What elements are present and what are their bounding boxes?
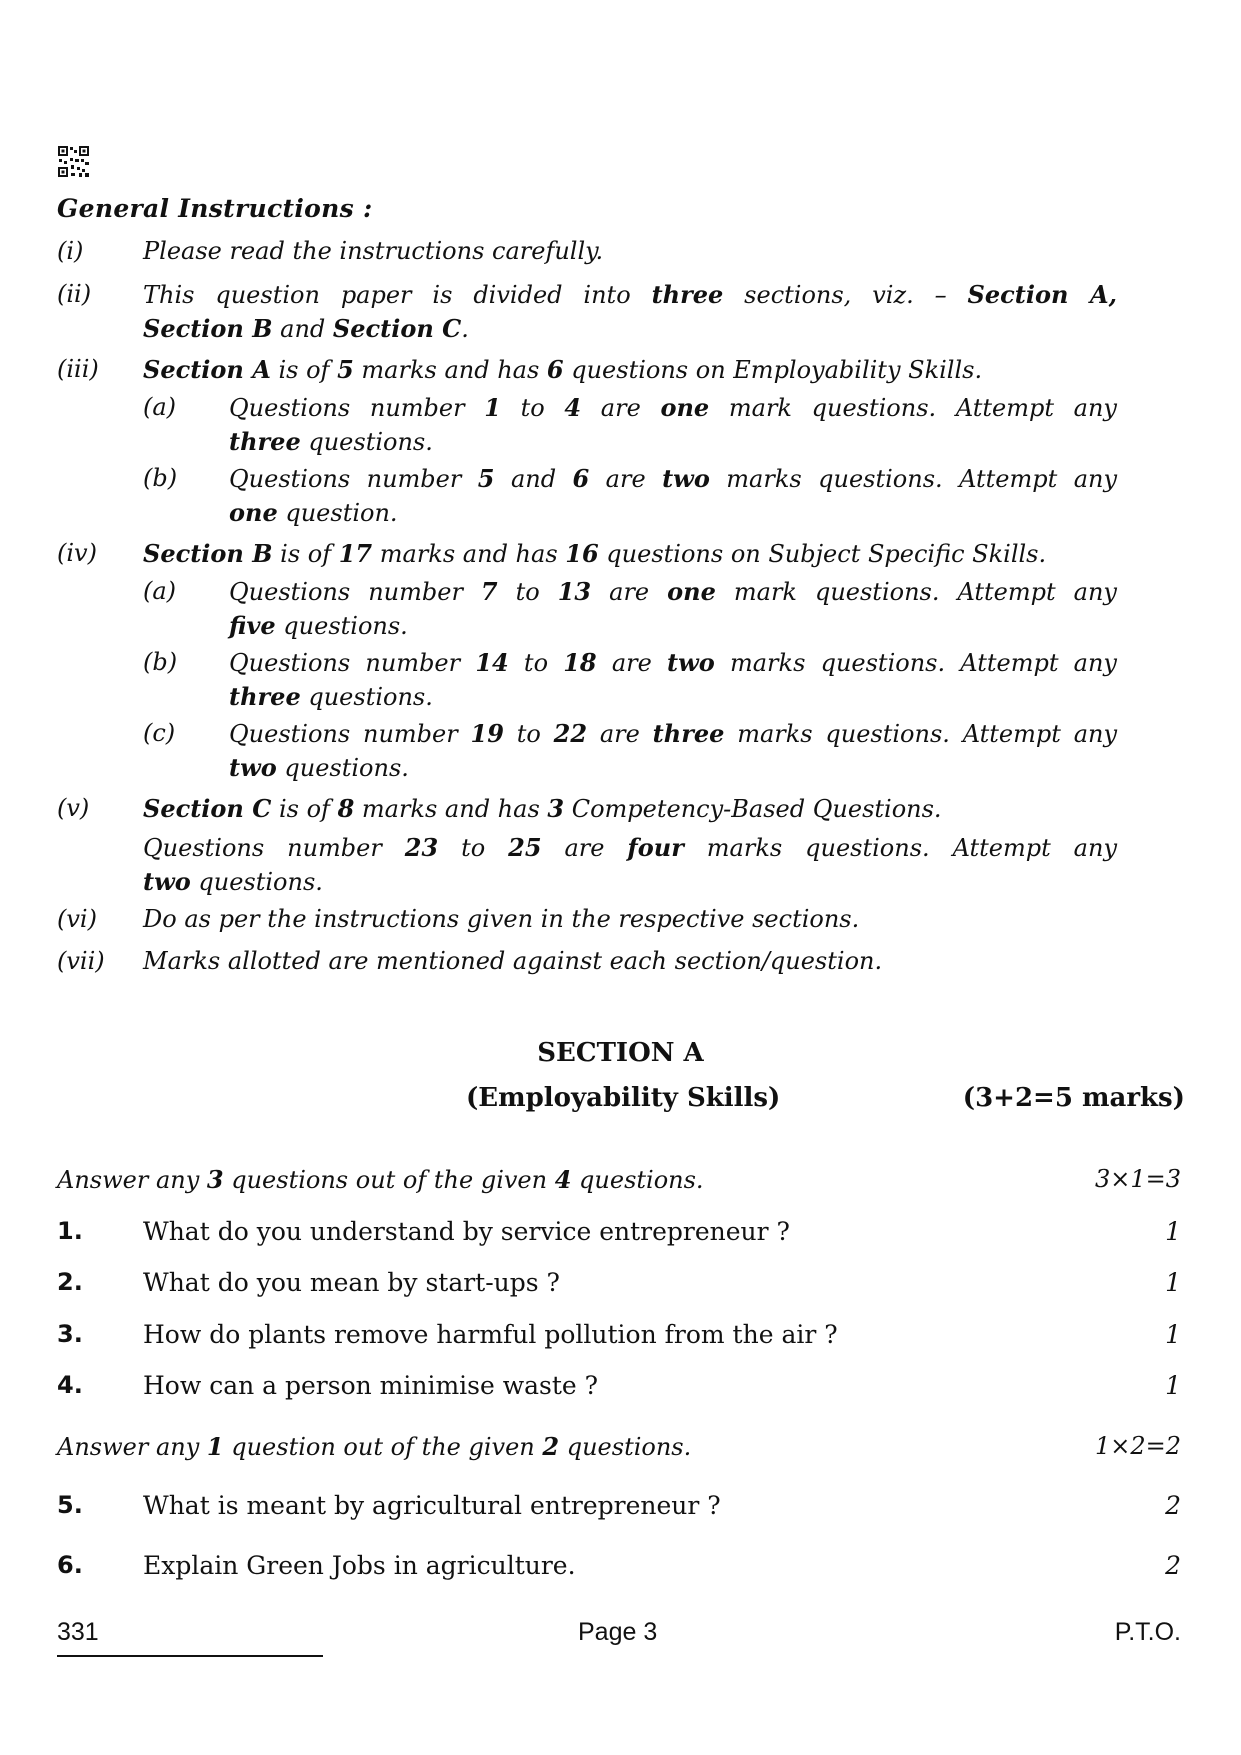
- answer-instruction-marks: 3×1=3: [1094, 1165, 1181, 1193]
- instruction-number: (iv): [57, 539, 97, 567]
- question-marks: 1: [1165, 1371, 1181, 1400]
- footer-underline: [57, 1655, 323, 1657]
- question-item: [57, 1217, 1181, 1249]
- instruction-number: (iii): [57, 355, 99, 383]
- question-item: [57, 1371, 1181, 1403]
- question-text: What is meant by agricultural entrepreneur ?: [143, 1491, 721, 1520]
- answer-instruction-2: Answer any 1 question out of the given 2 questions. 1×2=2: [57, 1432, 1181, 1461]
- instruction-iii-b: (b) Questions number 5 and 6 are two marks questions. Attempt any one question.: [143, 464, 1118, 527]
- instruction-iii-a: (a) Questions number 1 to 4 are one mark questions. Attempt any three questions.: [143, 393, 1117, 456]
- question-text: How do plants remove harmful pollution from the air ?: [143, 1320, 838, 1349]
- paper-code: 331: [57, 1618, 99, 1646]
- pto-label: P.T.O.: [1114, 1618, 1181, 1646]
- question-number: 3.: [57, 1320, 83, 1348]
- instruction-iv-b: (b) Questions number 14 to 18 are two marks questions. Attempt any three questions.: [143, 648, 1117, 711]
- question-number: 6.: [57, 1551, 83, 1579]
- section-title: SECTION A: [537, 1038, 704, 1068]
- section-subtitle: (Employability Skills): [466, 1083, 781, 1113]
- question-item: [57, 1551, 1181, 1583]
- page-number: Page 3: [578, 1618, 658, 1646]
- instruction-number: (vi): [57, 905, 97, 933]
- instruction-number: (v): [57, 794, 90, 822]
- question-item: [57, 1268, 1181, 1300]
- question-marks: 1: [1165, 1217, 1181, 1246]
- instruction-vii: [57, 945, 1117, 978]
- instruction-number: (ii): [57, 280, 92, 308]
- instruction-text: Please read the instructions carefully.: [143, 237, 604, 265]
- instruction-ii: [57, 278, 1117, 344]
- general-instructions-title: General Instructions :: [57, 194, 373, 223]
- question-text: What do you mean by start-ups ?: [143, 1268, 560, 1297]
- instruction-iii: [57, 353, 1117, 386]
- section-marks: (3+2=5 marks): [962, 1083, 1185, 1113]
- instruction-iv: [57, 537, 1117, 570]
- question-marks: 1: [1165, 1320, 1181, 1349]
- question-text: What do you understand by service entrepreneur ?: [143, 1217, 790, 1246]
- question-text: How can a person minimise waste ?: [143, 1371, 599, 1400]
- instruction-iv-a: (a) Questions number 7 to 13 are one mark questions. Attempt any five questions.: [143, 577, 1117, 640]
- answer-instruction-1: Answer any 3 questions out of the given 4 questions. 3×1=3: [57, 1165, 1181, 1194]
- instruction-text: Section C is of 8 marks and has 3 Competency-Based Questions. Questions number 23 to 25 are four marks questions. Attempt any two questions.: [143, 794, 1117, 896]
- answer-instruction-marks: 1×2=2: [1094, 1432, 1181, 1460]
- instruction-number: (i): [57, 237, 84, 265]
- question-number: 5.: [57, 1491, 83, 1519]
- instruction-text: Section A is of 5 marks and has 6 questions on Employability Skills.: [143, 355, 983, 384]
- instruction-number: (vii): [57, 947, 105, 975]
- question-marks: 1: [1165, 1268, 1181, 1297]
- instruction-text: Section B is of 17 marks and has 16 questions on Subject Specific Skills.: [143, 539, 1047, 568]
- instruction-text: This question paper is divided into three sections, viz. – Section A, Section B and Section C.: [143, 280, 1118, 343]
- question-text: Explain Green Jobs in agriculture.: [143, 1551, 576, 1580]
- instruction-text: Marks allotted are mentioned against each section/question.: [143, 947, 883, 975]
- question-marks: 2: [1165, 1491, 1181, 1520]
- question-number: 1.: [57, 1217, 83, 1245]
- instruction-i: [57, 235, 1117, 268]
- question-number: 4.: [57, 1371, 83, 1399]
- question-marks: 2: [1165, 1551, 1181, 1580]
- instruction-text: Do as per the instructions given in the respective sections.: [143, 905, 860, 933]
- question-item: [57, 1320, 1181, 1352]
- question-number: 2.: [57, 1268, 83, 1296]
- instruction-iv-c: (c) Questions number 19 to 22 are three marks questions. Attempt any two questions.: [143, 719, 1118, 782]
- instruction-vi: [57, 903, 1117, 936]
- qr-code-icon: [57, 145, 90, 178]
- question-item: [57, 1491, 1181, 1523]
- instruction-v: [57, 792, 1117, 896]
